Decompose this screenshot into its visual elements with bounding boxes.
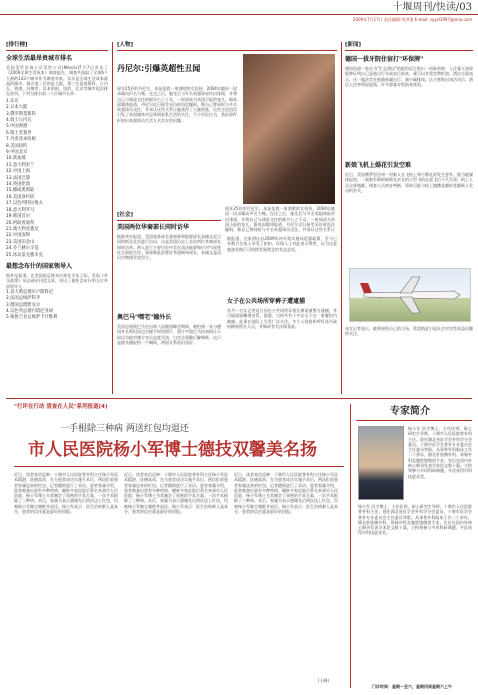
news-body-2: 近日，美国佛罗里达州一对新人在飞机上举行婚礼时发生意外。据当地媒体报道，一架载有新郎新娘及亲友的小型飞机在起飞后不久失事，机上人员全部遇难。调查人员初步判断，事故可能与机上抛撒花瓣时花瓣吸入发动机有关。 [345, 172, 473, 193]
airplane-photo [349, 268, 471, 322]
list-item: 1.东京 [6, 98, 19, 104]
feature-body-col2: 近日，读者来信反映：十堰市人民医院普外科主任杨小军医术精湛、医德高尚，在为患者成功实施手术后，两次拒收患者家属送来的红包。记者随即进行了采访。患者家属介绍，患者被查出患有多种疾病，辗转多家医院后慕名来到市人民医院，杨小军博士为其制定了周密的手术方案，一次手术根除了三种病。术后，家属为表示感谢先后两次送上红包，均被杨小军婉言谢绝并退还。杨小军表示：医生治病救人是本分，患者的信任就是最好的回报。 [124, 472, 228, 515]
right-news-body: 据报道，这家酒店自2009年初开始实施该优惠政策，至今已有数百名客人享受了折扣。环保人士对此表示赞赏，认为这是旅游业践行可持续发展理念的有益尝试。 [227, 236, 337, 252]
expert-body: 杨小军 医学博士，主任医师，硕士研究生导师，十堰市人民医院普外科主任。现任湖北省医学会外科学分会委员、十堰市医学会普外专业委员会主任委员等职。从事普外科临床工作二十余年，擅长肝胆胰外科、胃肠外科及腹腔镜微创手术，先后在国内外核心期刊发表学术论文数十篇，主持和参与多项科研课题，多次获得市科技进步奖。 [408, 426, 472, 479]
expert-heading: 专家简介 [390, 406, 430, 417]
list-item: 11.意大利米兰 [6, 162, 35, 168]
person-body-cont: 现年25岁的丹尼尔，本是伦敦一家酒吧的女招待，2004年她因一段录像而声名大噪。在这之后，她先后与多名英超球星传出绯闻，并将自己与球星交往的细节公之于众，一时间成为英国小报的宠儿。据英国媒体报道，丹尼尔近日接受采访时再次爆料，称自己曾同时与多名英超球员交往，并承认这些关系让 [225, 206, 335, 232]
right-news-body-3: 苏丹一名女记者近日因在公共场所穿着长裤而被警方逮捕，并可能面临鞭刑处罚。据悉，当时共有十多名女子在一家餐馆内被捕。此事在国际上引发广泛关注，多个人权组织呼吁苏丹政府释放相关人员，并修改有关法律条款。 [227, 308, 337, 329]
ranking-list [6, 99, 108, 259]
middle-column [117, 42, 337, 394]
list-item: 6.瑞士苏黎世 [6, 130, 32, 136]
feature-title-rule [14, 466, 344, 467]
feature-kicker: 一手根除三种病 两送红包均退还 [60, 424, 189, 434]
list-item: 23.美国旧金山 [6, 239, 35, 245]
list-item: 3.德国总理默克尔 [6, 302, 41, 308]
feature-top-rule [6, 398, 472, 399]
list-item: 2.法国总统萨科齐 [6, 296, 41, 302]
ranking-tag: [排行榜] [6, 42, 28, 48]
list-item: 19.韩国首尔 [6, 214, 31, 220]
expert-divider [350, 404, 351, 688]
ranking-headline-2: 最想念布什的国家领导人 [6, 262, 73, 270]
list-item: 8.美国纽约 [6, 143, 28, 149]
ranking-list-2 [6, 290, 108, 322]
list-item: 20.阿联酋迪拜 [6, 220, 35, 226]
ranking-rule [6, 50, 108, 51]
feature-body-col1: 近日，读者来信反映：十堰市人民医院普外科主任杨小军医术精湛、医德高尚，在为患者成功实施手术后，两次拒收患者家属送来的红包。记者随即进行了采访。患者家属介绍，患者被查出患有多种疾病，辗转多家医院后慕名来到市人民医院，杨小军博士为其制定了周密的手术方案，一次手术根除了三种病。术后，家属为表示感谢先后两次送上红包，均被杨小军婉言谢绝并退还。杨小军表示：医生治病救人是本分，患者的信任就是最好的回报。 [14, 472, 118, 515]
person-photo [243, 54, 335, 204]
page-header-title: 十堰周刊/快读/03 [392, 2, 472, 13]
news-headline: 德国一拔牙院住宿打"环保牌" [345, 56, 424, 63]
list-item: 18.意大利罗马 [6, 207, 35, 213]
society-headline: 美国两位华裔部长同时访华 [117, 224, 190, 231]
feature-title: 市人民医院杨小军博士德技双馨美名扬 [28, 440, 317, 460]
news-headline-2: 新娘飞机上婚花引发空难 [345, 162, 412, 169]
list-item: 14.英国伦敦 [6, 182, 31, 188]
list-item: 5.格鲁吉亚总统萨卡什维利 [6, 315, 58, 321]
ranking-body-2: 据外电报道，在美国前总统布什卸任半年之际，美国《外交政策》杂志网站刊登文章，评出了最怀念布什的五位外国领导人： [6, 272, 108, 289]
list-item: 3.俄罗斯莫斯科 [6, 111, 36, 117]
right-column [345, 42, 473, 394]
list-item: 2.日本大阪 [6, 105, 28, 111]
person-tag: [人物] [117, 42, 134, 48]
society-tag: [社会] [117, 212, 134, 218]
feature-body-col3: 近日，读者来信反映：十堰市人民医院普外科主任杨小军医术精湛、医德高尚，在为患者成功实施手术后，两次拒收患者家属送来的红包。记者随即进行了采访。患者家属介绍，患者被查出患有多种疾病，辗转多家医院后慕名来到市人民医院，杨小军博士为其制定了周密的手术方案，一次手术根除了三种病。术后，家属为表示感谢先后两次送上红包，均被杨小军婉言谢绝并退还。杨小军表示：医生治病救人是本分，患者的信任就是最好的回报。 [234, 472, 338, 515]
person-rule [117, 50, 337, 51]
news-body-4: 该女记者表示，她将坚持自己的立场，希望借此引起社会对女性权益问题的关注。 [345, 326, 473, 337]
header-rule [0, 14, 478, 15]
expert-portrait [358, 426, 404, 500]
list-item: 16.美国洛杉矶 [6, 194, 35, 200]
list-item: 17.以色列特拉维夫 [6, 201, 43, 207]
ranking-column [6, 42, 108, 322]
society-body: 据新华社报道，美国商务部长骆家辉和能源部长朱棣文近日同时抵达北京进行访问，这是美国历史上首次两位华裔部长同时访华。两人此行主要讨论中美在清洁能源和应对气候变化方面的合作。骆家辉此前曾任华盛顿州州长，朱棣文是诺贝尔物理学奖得主。 [117, 234, 221, 261]
society-body-2: 美国总统奥巴马在出席八国集团峰会期间，被拍到一张与德国外长斯坦因迈尔握手时的照片，照片中奥巴马的表情让人误以为他对德方官员态度冷淡。白宫方面随后解释称，这只是镜头捕捉的一个瞬间，两国关系依旧良好。 [117, 324, 221, 345]
society-rule [117, 220, 221, 221]
person-headline: 丹尼尔:引爆英超性丑闻 [117, 64, 201, 73]
column-divider-2 [341, 42, 342, 394]
feature-series-label: "行评在行动 清查在人民"系列报道(4) [14, 404, 108, 410]
list-item: 7.丹麦哥本哈根 [6, 137, 36, 143]
right-news-headline-3: 女子在公共场所穿裤子遭逮捕 [227, 298, 306, 305]
expert-footer: 门诊时间：星期一至六，星期四到星期六上午 [372, 684, 452, 689]
ranking-body: 美国美世咨询公司美世公司(Mercer)7月7日发布了《2009全球生活成本》调查报告，调查共选取了全球6个大洲的143个城市作为调查对象。东京是全球生活成本最高的城市，排名第二位的是大阪，第三位是莫斯科，日内瓦、香港、苏黎世、哥本哈根、纽约、北京等城市依次排在前列。下列为排名前二十位城市名单： [6, 65, 108, 97]
list-item: 4.瑞士日内瓦 [6, 118, 32, 123]
list-item: 5.中国香港 [6, 124, 28, 130]
expert-rule [356, 420, 472, 421]
expert-body-cont: 杨小军 医学博士，主任医师，硕士研究生导师，十堰市人民医院普外科主任。现任湖北省医学会外科学分会委员、十堰市医学会普外专业委员会主任委员等职。从事普外科临床工作二十余年，擅长肝胆胰外科、胃肠外科及腹腔镜微创手术，先后在国内外核心期刊发表学术论文数十篇，主持和参与多项科研课题，多次获得市科技进步奖。 [358, 504, 472, 536]
list-item: 21.澳大利亚悉尼 [6, 226, 39, 232]
list-item: 15.挪威奥斯陆 [6, 188, 35, 194]
news-tag: [新闻] [345, 42, 362, 48]
list-item: 25.冰岛雷克雅未克 [6, 252, 43, 258]
ranking-headline: 全球生活最昂贵城市排名 [6, 55, 73, 62]
page-header-subline: 2009年7月17日 责任编辑:李洪强 E-mail: syyzl1997@sina.com [352, 17, 472, 22]
airplane-icon [350, 269, 470, 321]
list-item: 9.中国北京 [6, 150, 28, 156]
list-item: 1.意大利总理贝卢斯科尼 [6, 289, 54, 295]
list-item: 24.芬兰赫尔辛基 [6, 246, 39, 252]
list-item: 10.新加坡 [6, 156, 26, 162]
society-headline-2: 奥巴马"嘿宅"德外长 [117, 314, 172, 321]
feature-byline: (王峰) [318, 678, 330, 683]
news-rule [345, 50, 473, 51]
person-body: 现年25岁的丹尼尔，本是伦敦一家酒吧的女招待，2004年她因一段录像而声名大噪。在这之后，她先后与多名英超球星传出绯闻，并将自己与球星交往的细节公之于众，一时间成为英国小报的宠儿。据英国媒体报道，丹尼尔近日接受采访时再次爆料，称自己曾同时与多名英超球员交往，并承认这些关系让她获得了大量财富。这些言论再次引发了英国媒体对足球明星私生活的关注，不少评论认为，类似事件折射出英超球员生活方式存在的问题。 [117, 86, 237, 123]
list-item: 13.法国巴黎 [6, 175, 31, 181]
list-item: 22.中国深圳 [6, 233, 31, 239]
news-body: 德国西部一家名为"生态酒店"的旅馆近日推出一项新举措：入住客人如果能够证明自己是骑自行车或步行前来，就可以享受房费折扣。酒店方面表示，这一做法旨在鼓励低碳出行，减少碳排放。店主称推出该活动后，酒店入住率明显提高，许多游客专程前来体验。 [345, 66, 473, 87]
column-divider-1 [112, 42, 113, 394]
list-item: 12.中国上海 [6, 169, 31, 175]
list-item: 4.以色列总理内塔尼亚胡 [6, 309, 54, 315]
